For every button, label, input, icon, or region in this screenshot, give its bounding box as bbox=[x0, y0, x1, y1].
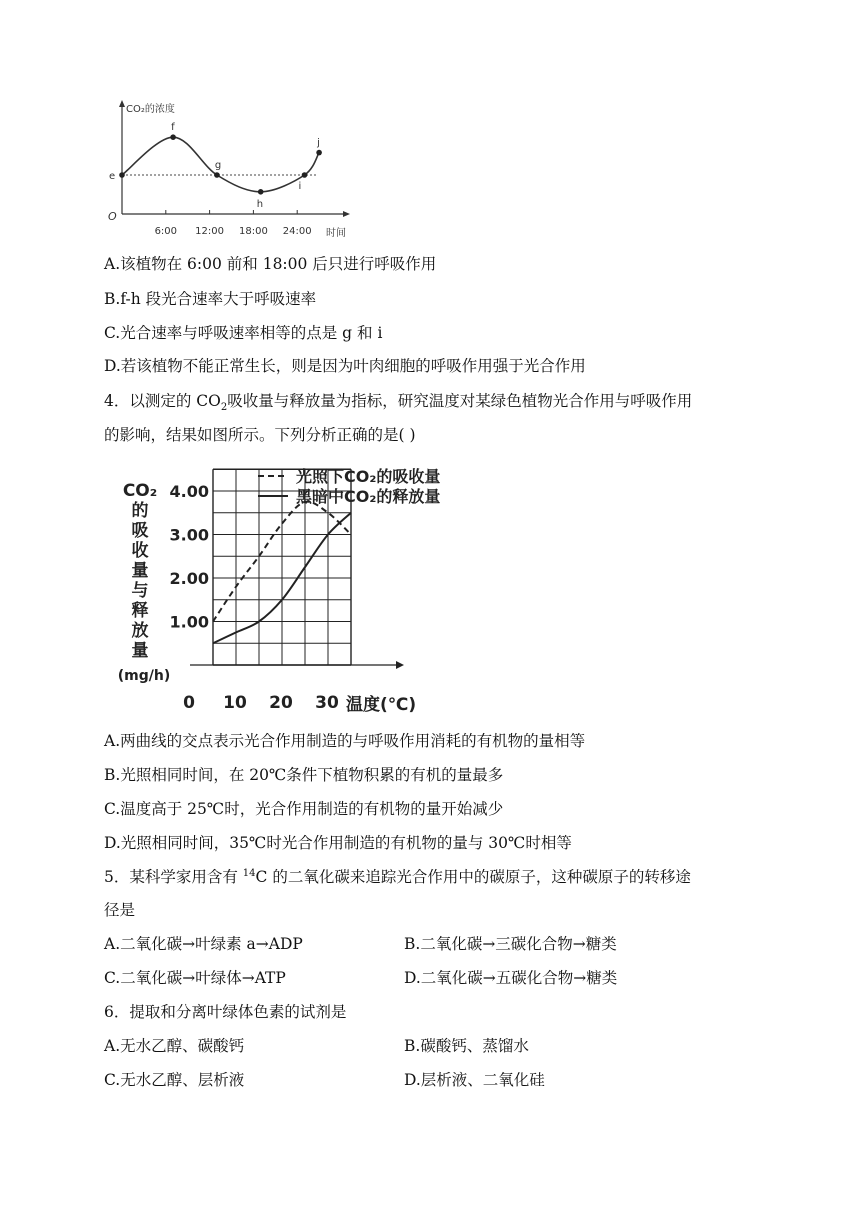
chart2-y-tick-label: 4.00 bbox=[169, 482, 209, 501]
chart1-point-label-j: j bbox=[317, 137, 320, 149]
chart1-point-i bbox=[302, 172, 308, 178]
chart2-ylabel-part: 与 bbox=[131, 581, 149, 601]
chart2-x-tick-label: 0 bbox=[183, 693, 195, 713]
chart1-y-arrow bbox=[119, 100, 125, 107]
chart2-x-tick-label: 30 bbox=[315, 693, 339, 713]
q6-option-c: C.无水乙醇、层析液 bbox=[104, 1071, 245, 1089]
chart1-point-g bbox=[214, 172, 220, 178]
chart2-ylabel-part: 释 bbox=[131, 601, 149, 621]
q5-option-a: A.二氧化碳→叶绿素 a→ADP bbox=[104, 935, 303, 953]
chart1-point-label-i: i bbox=[298, 181, 302, 192]
legend-item-light-absorption: 光照下CO₂的吸收量 bbox=[296, 467, 441, 486]
q4-option-c: C.温度高于 25℃时，光合作用制造的有机物的量开始减少 bbox=[104, 800, 504, 818]
chart1-point-e bbox=[119, 172, 125, 178]
chart2-x-tick-label: 10 bbox=[223, 693, 247, 713]
co2-temperature-chart bbox=[100, 460, 445, 722]
chart2-ylabel-part: 收 bbox=[131, 541, 149, 561]
chart1-point-label-e: e bbox=[109, 171, 116, 182]
q3-option-a: A.该植物在 6:00 前和 18:00 后只进行呼吸作用 bbox=[104, 255, 437, 273]
chart2-ylabel-part: 量 bbox=[131, 641, 149, 661]
chart1-x-tick-label: 24:00 bbox=[282, 226, 312, 237]
q5-option-d: D.二氧化碳→五碳化合物→糖类 bbox=[404, 969, 618, 987]
co2-concentration-chart bbox=[100, 96, 360, 246]
q6-stem: 6．提取和分离叶绿体色素的试剂是 bbox=[104, 1003, 347, 1021]
chart2-ylabel-part: 的 bbox=[131, 501, 149, 521]
q5-stem-line1: 5．某科学家用含有 $^{14}$C 的二氧化碳来追踪光合作用中的碳原子，这种碳原子的转移途 bbox=[104, 867, 691, 886]
q3-option-d: D.若该植物不能正常生长，则是因为叶肉细胞的呼吸作用强于光合作用 bbox=[104, 357, 586, 375]
q5-stem-line2: 径是 bbox=[104, 901, 136, 919]
chart1-point-f bbox=[170, 134, 176, 140]
q4-option-a: A.两曲线的交点表示光合作用制造的与呼吸作用消耗的有机物的量相等 bbox=[104, 732, 586, 750]
chart2-legend bbox=[258, 467, 440, 506]
chart2-ylabel-part: (mg/h) bbox=[117, 668, 171, 684]
chart1-x-tick-label: 18:00 bbox=[238, 226, 268, 237]
chart1-x-arrow bbox=[343, 211, 350, 217]
chart2-ylabel-part: 放 bbox=[131, 621, 149, 641]
chart2-y-tick-label: 2.00 bbox=[169, 569, 209, 588]
q5-option-c: C.二氧化碳→叶绿体→ATP bbox=[104, 969, 286, 987]
chart1-origin: O bbox=[108, 210, 117, 223]
q3-option-b: B.f-h 段光合速率大于呼吸速率 bbox=[104, 290, 317, 308]
chart1-point-label-f: f bbox=[171, 122, 175, 134]
q6-option-b: B.碳酸钙、蒸馏水 bbox=[404, 1037, 529, 1055]
chart2-x-tick-label: 20 bbox=[269, 693, 293, 713]
q4-option-b: B.光照相同时间，在 20℃条件下植物积累的有机的量最多 bbox=[104, 766, 504, 784]
chart2-y-tick-label: 1.00 bbox=[169, 612, 209, 632]
chart2-ylabel-part: 量 bbox=[131, 561, 149, 581]
q4-stem-line2: 的影响，结果如图所示。下列分析正确的是( ) bbox=[104, 426, 416, 444]
chart1-ylabel: CO₂的浓度 bbox=[126, 104, 175, 115]
chart1-x-tick-label: 12:00 bbox=[195, 226, 225, 237]
chart2-x-arrow bbox=[396, 661, 404, 669]
q4-stem-line1: 4．以测定的 $CO_2$吸收量与释放量为指标，研究温度对某绿色植物光合作用与呼吸作用 bbox=[104, 392, 693, 414]
q5-option-b: B.二氧化碳→三碳化合物→糖类 bbox=[404, 935, 617, 953]
q4-option-d: D.光照相同时间，35℃时光合作用制造的有机物的量与 30℃时相等 bbox=[104, 834, 572, 852]
legend-item-dark-release: 黑暗中CO₂的释放量 bbox=[296, 487, 441, 506]
chart2-y-tick-label: 3.00 bbox=[169, 525, 209, 545]
chart1-xlabel: 时间 bbox=[326, 228, 346, 239]
chart1-point-h bbox=[258, 189, 264, 195]
chart1-point-label-h: h bbox=[256, 198, 264, 210]
chart2-ylabel-part: 吸 bbox=[131, 521, 149, 541]
chart1-x-tick-label: 6:00 bbox=[154, 226, 178, 237]
q6-option-a: A.无水乙醇、碳酸钙 bbox=[104, 1037, 245, 1055]
q3-option-c: C.光合速率与呼吸速率相等的点是 g 和 i bbox=[104, 324, 383, 342]
chart1-point-j bbox=[316, 150, 322, 156]
chart2-ylabel-part: CO₂ bbox=[122, 481, 158, 501]
q6-option-d: D.层析液、二氧化硅 bbox=[404, 1071, 545, 1089]
chart2-xlabel: 温度(℃) bbox=[346, 695, 417, 715]
chart1-point-label-g: g bbox=[214, 160, 222, 171]
